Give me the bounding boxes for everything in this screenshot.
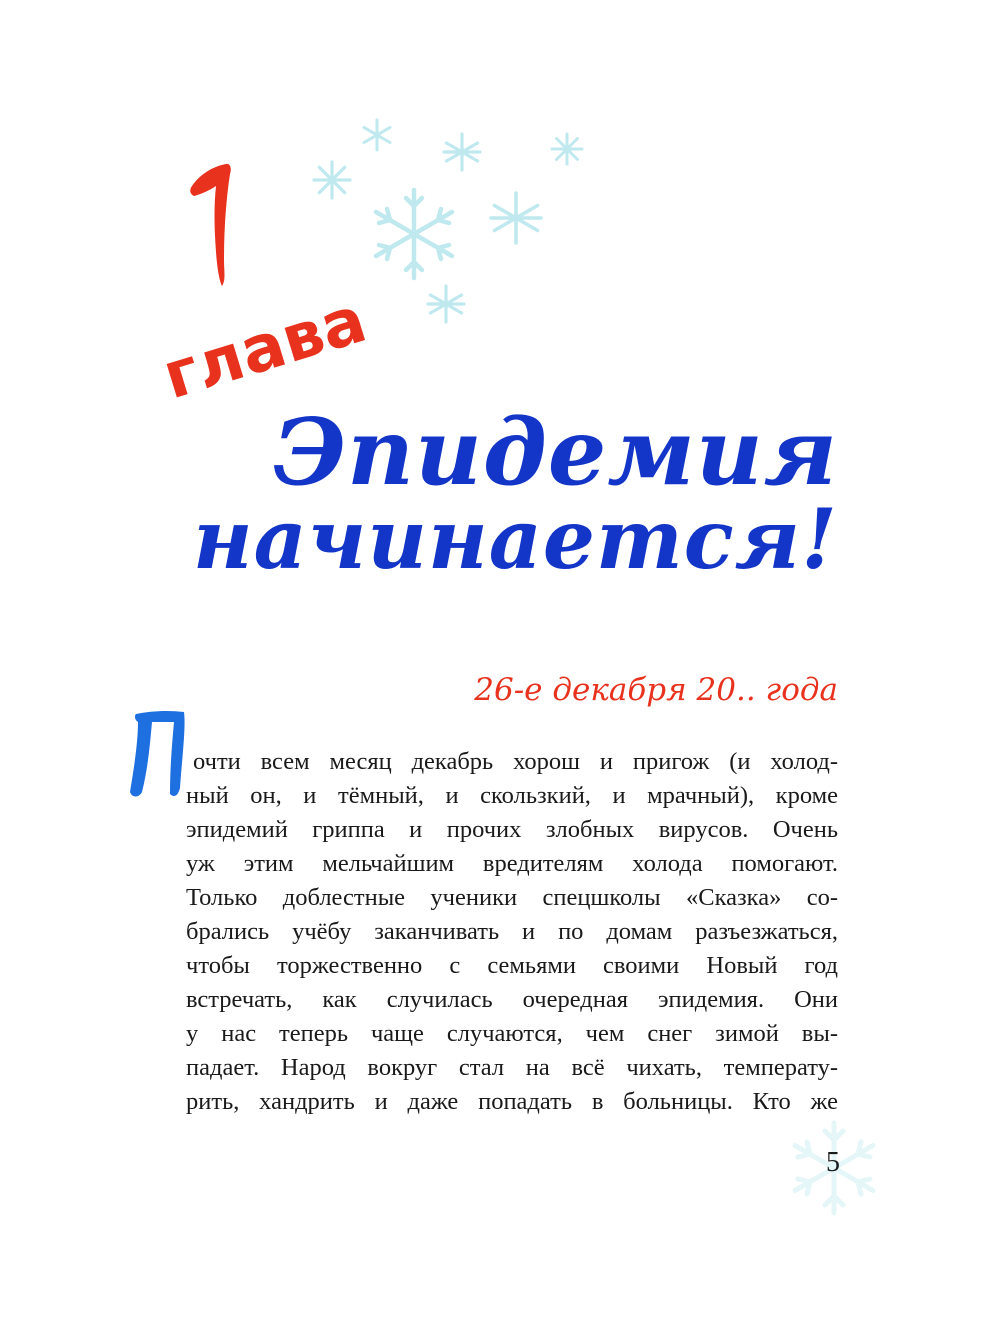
snowflake-icon: [550, 132, 584, 166]
body-line: брались учёбу заканчивать и по домам разъезжаться,: [186, 918, 838, 945]
snowflake-icon: [488, 190, 544, 246]
chapter-word-text: глава: [154, 282, 375, 402]
body-line: ный он, и тёмный, и скользкий, и мрачный), кроме: [186, 782, 838, 809]
snowflake-icon: [360, 118, 394, 152]
body-line: встречать, как случилась очередная эпидемия. Они: [186, 986, 838, 1013]
dropcap: [126, 708, 190, 800]
snowflake-icon: [426, 284, 466, 324]
snowflake-icon: [312, 160, 352, 200]
snowflake-icon: [366, 186, 462, 282]
body-line: рить, хандрить и даже попадать в больницы. Кто же: [186, 1088, 838, 1115]
page-number: 5: [826, 1147, 840, 1178]
chapter-title-line-1: Эпидемия: [272, 398, 838, 506]
body-line: очти всем месяц декабрь хорош и пригож (и холод-: [193, 748, 838, 775]
chapter-label: [146, 262, 376, 402]
body-line: Только доблестные ученики спецшколы «Сказка» со-: [186, 884, 838, 911]
snowflake-icon: [442, 132, 482, 172]
chapter-date: 26-е декабря 20.. года: [474, 672, 838, 708]
body-line: чтобы торжественно с семьями своими Новый год: [186, 952, 838, 979]
body-line: эпидемий гриппа и прочих злобных вирусов. Очень: [186, 816, 838, 843]
chapter-title-line-2: начинается!: [192, 492, 838, 588]
body-line: падает. Народ вокруг стал на всё чихать, температу-: [186, 1054, 838, 1081]
body-line: уж этим мельчайшим вредителям холода помогают.: [186, 850, 838, 877]
body-line: у нас теперь чаще случаются, чем снег зимой вы-: [186, 1020, 838, 1047]
